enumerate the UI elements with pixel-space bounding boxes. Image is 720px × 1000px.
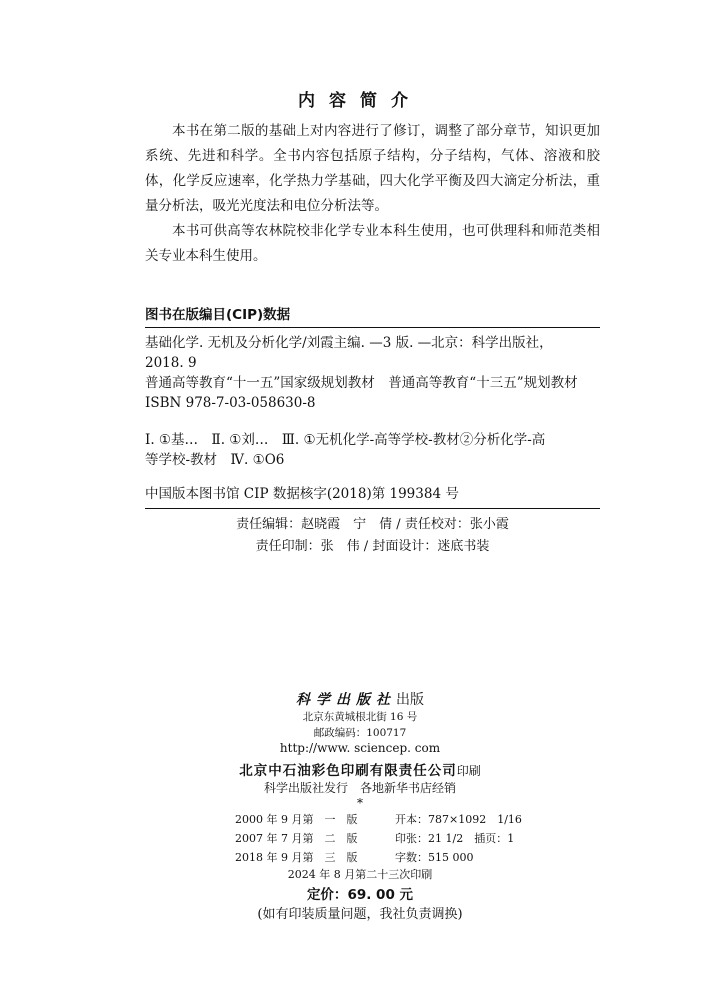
cip-bottom-rule — [145, 508, 600, 509]
edition-table — [235, 810, 522, 867]
edition-date: 2000 年 9 月第 一 版 — [235, 813, 358, 826]
cip-series: 普通高等教育“十一五”国家级规划教材 普通高等教育“十三五”规划教材 — [145, 375, 578, 391]
cip-data-number: 中国版本图书馆 CIP 数据核字(2018)第 199384 号 — [145, 486, 459, 502]
cip-isbn: ISBN 978-7-03-058630-8 — [145, 395, 316, 411]
edition-row — [235, 829, 522, 848]
distribution-line: 科学出版社发行 各地新华书店经销 — [263, 781, 456, 795]
edition-spec: 开本：787×1092 1/16 — [395, 813, 522, 826]
cip-subject-line-1: Ⅰ. ①基… Ⅱ. ①刘… Ⅲ. ①无机化学-高等学校-教材②分析化学-高 — [145, 432, 546, 448]
publisher-logo: 科学出版社 — [296, 692, 396, 708]
edition-row — [235, 810, 522, 829]
cip-entry — [145, 333, 600, 413]
editors-line-1: 责任编辑：赵晓霞 宁 倩 / 责任校对：张小霞 — [236, 517, 509, 532]
quality-notice: (如有印装质量问题，我社负责调换) — [257, 907, 463, 922]
printer-line — [0, 759, 720, 779]
intro-paragraph-1: 本书在第二版的基础上对内容进行了修订，调整了部分章节，知识更加系统、先进和科学。全书内容包括原子结构，分子结构，气体、溶液和胶体，化学反应速率，化学热力学基础，四大化学平衡及四大滴定分析法，重量分析法，吸光光度法和电位分析法等。 — [145, 123, 600, 214]
publisher-suffix: 出版 — [396, 692, 424, 708]
reprint-line: 2024 年 8 月第二十三次印刷 — [287, 868, 433, 881]
separator-star: * — [357, 796, 363, 810]
intro-paragraph-2: 本书可供高等农林院校非化学专业本科生使用，也可供理科和师范类相关专业本科生使用。 — [145, 223, 600, 264]
intro-text — [145, 119, 600, 269]
printer-name: 北京中石油彩色印刷有限责任公司 — [239, 763, 457, 779]
edition-row — [235, 848, 522, 867]
price-label: 定价： — [306, 887, 348, 903]
editors-block — [145, 514, 600, 558]
publisher-postcode: 邮政编码：100717 — [313, 727, 407, 739]
edition-date: 2007 年 7 月第 二 版 — [235, 832, 358, 845]
price-line — [0, 883, 720, 903]
cip-subject-line-2: 等学校-教材 Ⅳ. ①O6 — [145, 452, 285, 468]
publisher-address: 北京东黄城根北街 16 号 — [302, 711, 418, 723]
edition-spec: 字数：515 000 — [395, 851, 474, 864]
printer-suffix: 印刷 — [456, 764, 481, 778]
edition-spec: 印张：21 1/2 插页：1 — [395, 832, 515, 845]
page-title: 内容简介 — [298, 91, 422, 111]
cip-entry-line-2: 2018. 9 — [145, 355, 197, 371]
publisher-url: http://www. sciencep. com — [279, 741, 441, 755]
cip-heading: 图书在版编目(CIP)数据 — [145, 307, 291, 323]
cip-subjects — [145, 430, 600, 470]
editors-line-2: 责任印制：张 伟 / 封面设计：迷底书装 — [255, 539, 490, 554]
price-value: 69. 00 元 — [347, 887, 414, 903]
publisher-line — [0, 689, 720, 709]
cip-entry-line-1: 基础化学. 无机及分析化学/刘霞主编. —3 版. —北京：科学出版社， — [145, 335, 553, 351]
edition-date: 2018 年 9 月第 三 版 — [235, 851, 358, 864]
cip-top-rule — [145, 327, 600, 328]
